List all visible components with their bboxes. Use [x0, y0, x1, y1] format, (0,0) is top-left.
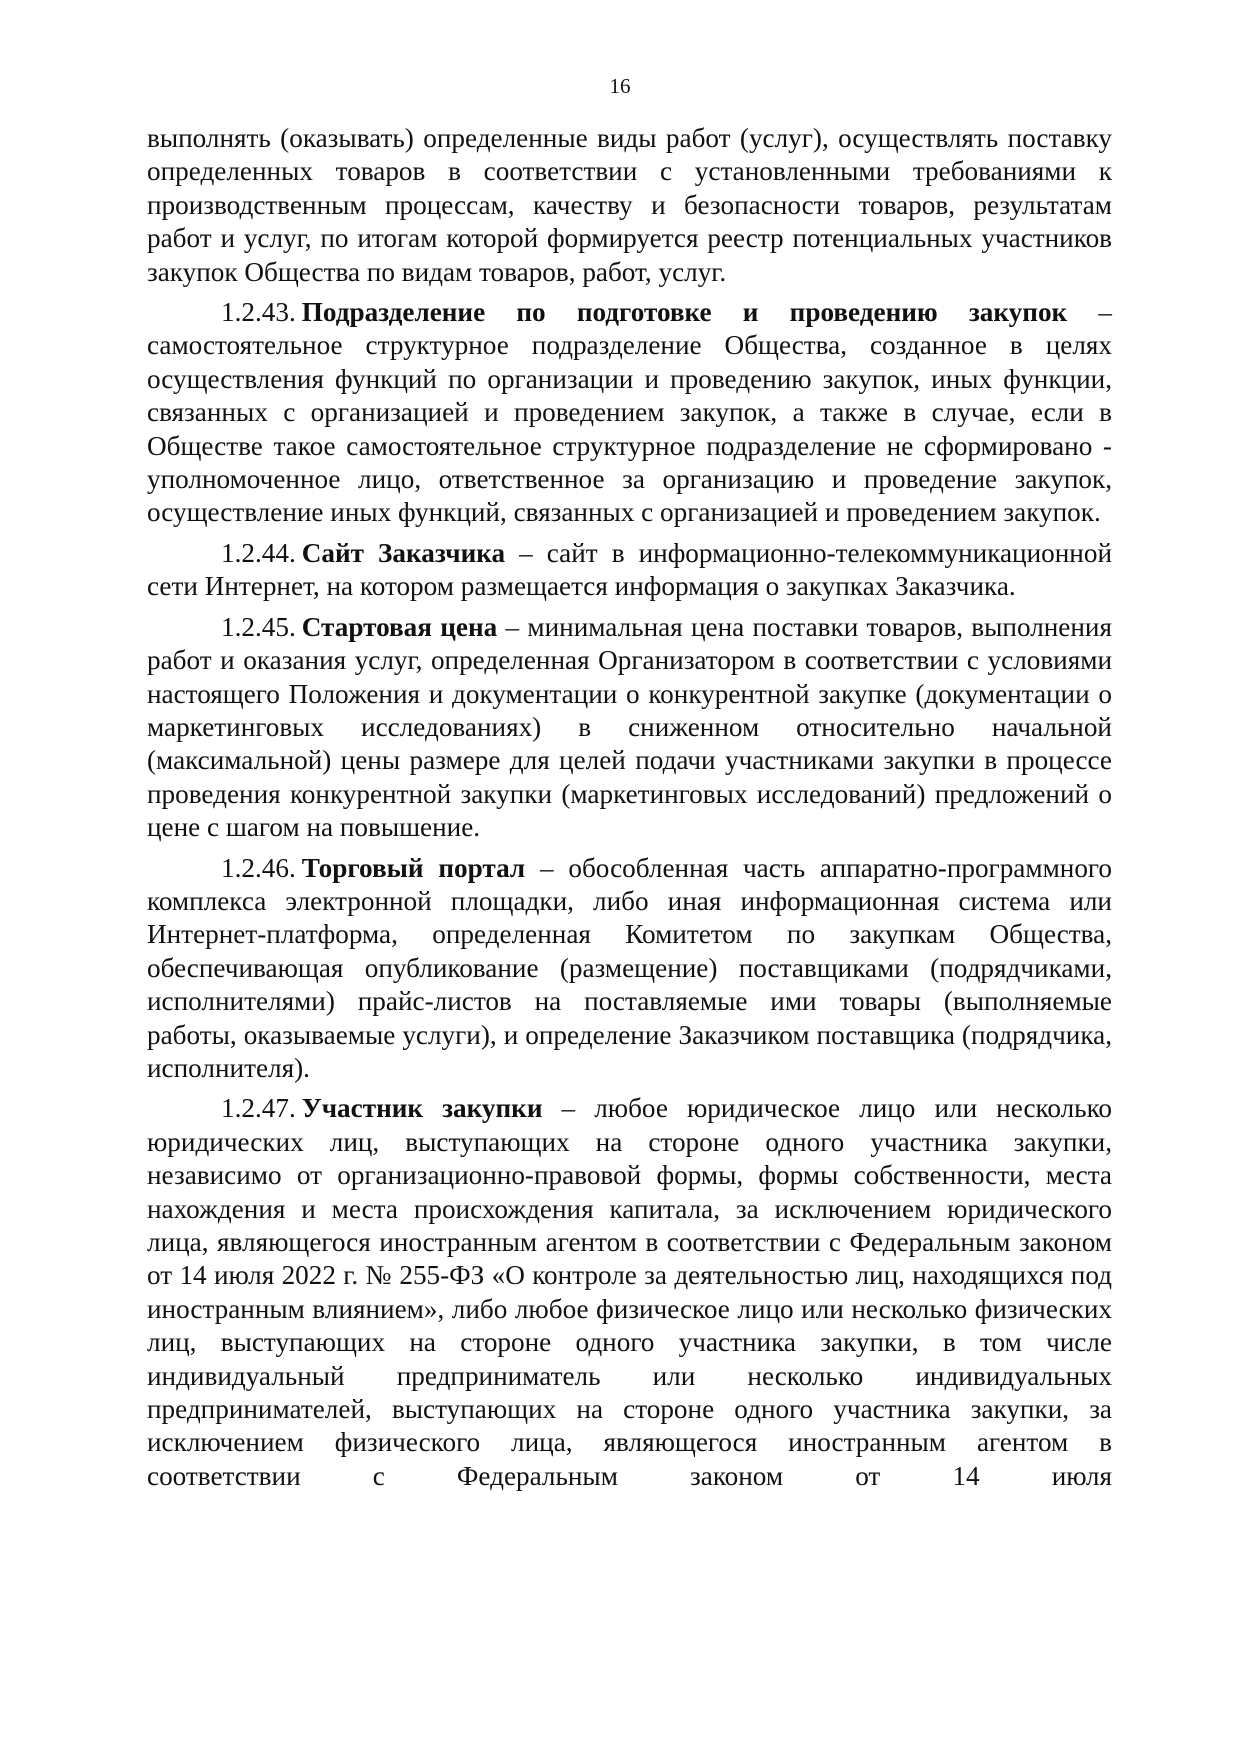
clause-number: 1.2.43.: [221, 297, 296, 328]
definition-1-2-44: [147, 537, 1112, 604]
definition-text: – любое юридическое лицо или несколько юридических лиц, выступающих на стороне одного участника закупки, независимо от организационно-правовой формы, формы собственности, места нахождения и места происхождения капитала, за исключением юридического лица, являющегося иностранным агентом в соответствии с Федеральным законом от 14 июля 2022 г. № 255-ФЗ «О контроле за деятельностью лиц, находящихся под иностранным влиянием», либо любое физическое лицо или несколько физических лиц, выступающих на стороне одного участника закупки, в том числе индивидуальный предприниматель или несколько индивидуальных предпринимателей, выступающих на стороне одного участника закупки, за исключением физического лица, являющегося иностранным агентом в соответствии с Федеральным законом от 14 июля: [147, 1093, 1112, 1491]
paragraph-continuation: [147, 122, 1112, 289]
defined-term: Стартовая цена: [301, 611, 498, 642]
clause-number: 1.2.47.: [221, 1093, 296, 1124]
definition-text: – обособленная часть аппаратно-программного комплекса электронной площадки, либо иная информационная система или Интернет-платформа, определенная Комитетом по закупкам Общества, обеспечивающая опубликование (размещение) поставщиками (подрядчиками, исполнителями) прайс-листов на поставляемые ими товары (выполняемые работы, оказываемые услуги), и определение Заказчиком поставщика (подрядчика, исполнителя).: [147, 852, 1112, 1083]
definition-1-2-43: [147, 296, 1112, 530]
clause-number: 1.2.46.: [221, 852, 296, 883]
document-body: [147, 122, 1112, 1500]
clause-number: 1.2.45.: [221, 611, 296, 642]
defined-term: Подразделение по подготовке и проведению закупок: [301, 297, 1068, 328]
definition-text: – самостоятельное структурное подразделение Общества, созданное в целях осуществления функций по организации и проведению закупок, иных функции, связанных с организацией и проведением закупок, а также в случае, если в Обществе такое самостоятельное структурное подразделение не сформировано - уполномоченное лицо, ответственное за организацию и проведение закупок, осуществление иных функций, связанных с организацией и проведением закупок.: [147, 297, 1112, 528]
clause-number: 1.2.44.: [221, 537, 296, 568]
defined-term: Торговый портал: [301, 852, 526, 883]
definition-text: – сайт в информационно-телекоммуникационной сети Интернет, на котором размещается информация о закупках Заказчика.: [147, 537, 1112, 602]
definition-1-2-47: [147, 1092, 1112, 1493]
defined-term: Участник закупки: [301, 1093, 543, 1124]
definition-1-2-46: [147, 852, 1112, 1086]
page-number: 16: [609, 74, 631, 98]
defined-term: Сайт Заказчика: [301, 537, 506, 568]
paragraph-text: выполнять (оказывать) определенные виды работ (услуг), осуществлять поставку определенных товаров в соответствии с установленными требованиями к производственным процессам, качеству и безопасности товаров, результатам работ и услуг, по итогам которой формируется реестр потенциальных участников закупок Общества по видам товаров, работ, услуг.: [147, 123, 1112, 287]
definition-1-2-45: [147, 611, 1112, 845]
definition-text: – минимальная цена поставки товаров, выполнения работ и оказания услуг, определенная Организатором в соответствии с условиями настоящего Положения и документации о конкурентной закупке (документации о маркетинговых исследованиях) в сниженном относительно начальной (максимальной) цены размере для целей подачи участниками закупки в процессе проведения конкурентной закупки (маркетинговых исследований) предложений о цене с шагом на повышение.: [147, 611, 1112, 843]
